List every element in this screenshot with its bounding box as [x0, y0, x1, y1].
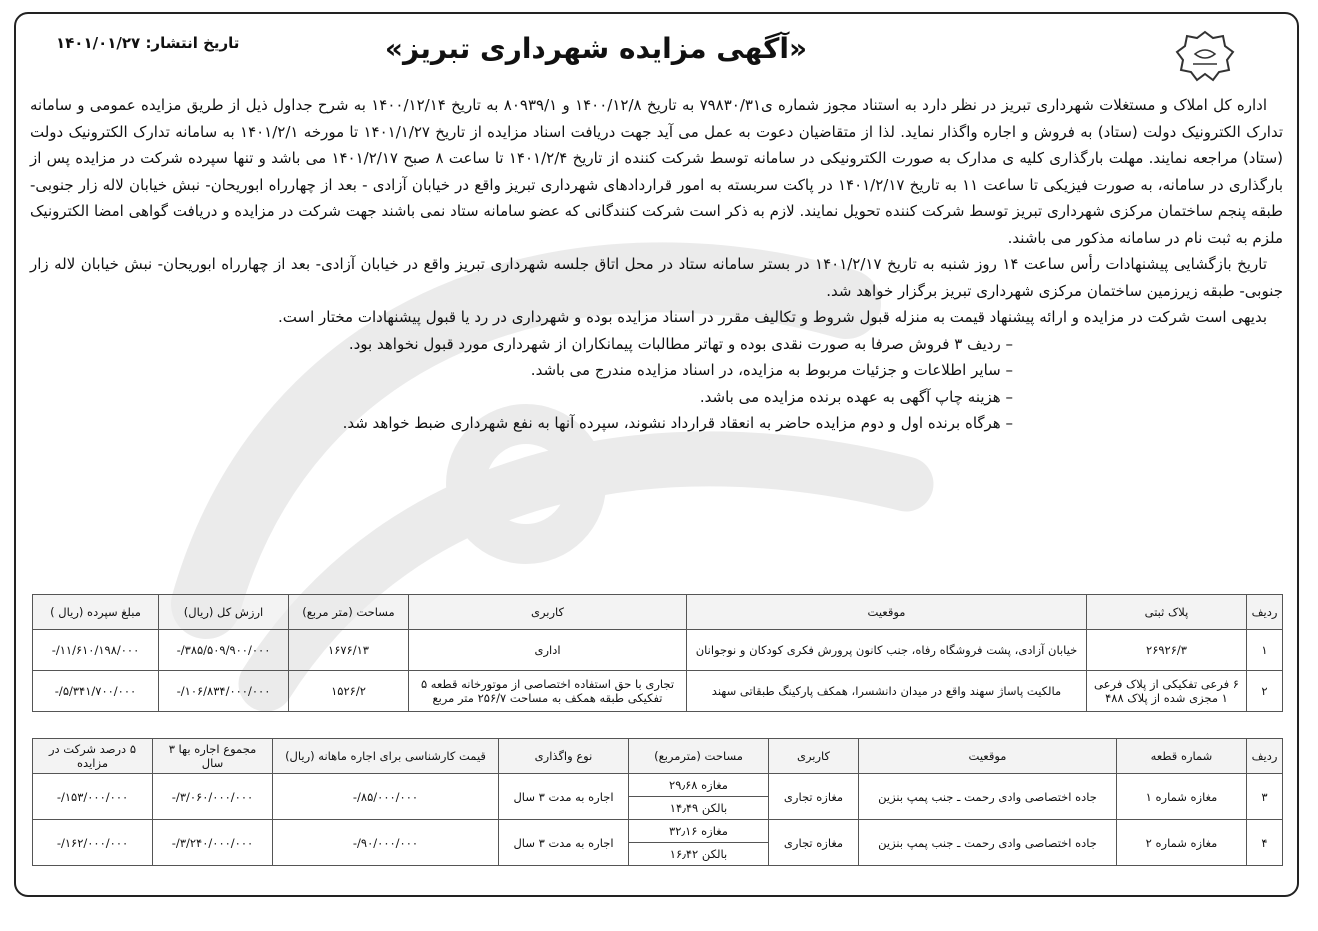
page-title: «آگهی مزایده شهرداری تبریز» [384, 32, 808, 65]
table-cell: ۵/۳۴۱/۷۰۰/۰۰۰/- [33, 671, 159, 712]
table-cell: ۱ [1247, 630, 1283, 671]
sale-table [32, 594, 1283, 712]
table-cell: خیابان آزادی، پشت فروشگاه رفاه، جنب کانون پرورش فکری کودکان و نوجوانان [687, 630, 1087, 671]
tabriz-municipality-logo-icon [1173, 28, 1237, 84]
table-cell: ۱۶۷۶/۱۳ [289, 630, 409, 671]
column-header: نوع واگذاری [499, 739, 629, 774]
column-header: قیمت کارشناسی برای اجاره ماهانه (ریال) [273, 739, 499, 774]
list-item: – هرگاه برنده اول و دوم مزایده حاضر به انعقاد قرارداد نشوند، سپرده آنها به نفع شهرداری ضبط خواهد شد. [30, 410, 1013, 437]
table-row [33, 820, 1283, 843]
column-header: موقعیت [687, 595, 1087, 630]
table-cell: ۹۰/۰۰۰/۰۰۰/- [273, 820, 499, 866]
column-header: ردیف [1247, 595, 1283, 630]
table-cell: جاده اختصاصی وادی رحمت ـ جنب پمپ بنزین [859, 820, 1117, 866]
column-header: پلاک ثبتی [1087, 595, 1247, 630]
column-header: شماره قطعه [1117, 739, 1247, 774]
table-cell: بالکن ۱۶٫۴۲ [629, 843, 769, 866]
paragraph-main: اداره کل املاک و مستغلات شهرداری تبریز در نظر دارد به استناد مجوز شماره ی۷۹۸۳۰/۳۱ به تاریخ ۱۴۰۰/۱۲/۸ و ۸۰۹۳۹/۱ به تاریخ ۱۴۰۰/۱۲/۱۴ به شرح جداول ذیل از طریق مزایده عمومی و سامانه تدارک الکترونیک دولت (ستاد) به فروش و اجاره واگذار نماید. لذا از متقاضیان دعوت به عمل می آید جهت دریافت اسناد مزایده از تاریخ ۱۴۰۱/۱/۲۷ تا مورخه ۱۴۰۱/۲/۱ به سامانه تدارک الکترونیک دولت (ستاد) مراجعه نمایند. مهلت بارگذاری کلیه ی مدارک به صورت الکترونیکی در سامانه توسط شرکت کننده از تاریخ ۱۴۰۱/۲/۴ تا ساعت ۸ صبح ۱۴۰۱/۲/۱۷ می باشد و تنها سپرده شرکت در مزایده پس از بارگذاری در سامانه، به صورت فیزیکی تا ساعت ۱۱ به تاریخ ۱۴۰۱/۲/۱۷ در پاکت سربسته به امور قراردادهای شهرداری تبریز واقع در خیابان آزادی - بعد از چهارراه ابوریحان- نبش خیابان لاله زار جنوبی- طبقه پنجم ساختمان مرکزی شهرداری تبریز توسط شرکت کننده تحویل نمایند. لازم به ذکر است شرکت کنندگانی که عضو سامانه ستاد نمی باشند جهت شرکت در مزایده و دریافت گواهی امضا الکترونیک ملزم به ثبت نام در سامانه مذکور می باشند. [30, 96, 1284, 247]
column-header: مبلغ سپرده (ریال ) [33, 595, 159, 630]
column-header: مساحت (مترمربع) [629, 739, 769, 774]
table-cell: ۴ [1247, 820, 1283, 866]
publish-date-label: تاریخ انتشار: [145, 34, 240, 52]
table-cell: ۱۱/۶۱۰/۱۹۸/۰۰۰/- [33, 630, 159, 671]
table-cell: مالکیت پاساژ سهند واقع در میدان دانشسرا، همکف پارکینگ طبقاتی سهند [687, 671, 1087, 712]
table-cell: مغازه ۳۲٫۱۶ [629, 820, 769, 843]
table-cell: ۲۶۹۲۶/۳ [1087, 630, 1247, 671]
table-cell: مغازه ۲۹٫۶۸ [629, 774, 769, 797]
column-header: ارزش کل (ریال) [159, 595, 289, 630]
table-cell: اداری [409, 630, 687, 671]
publish-date [56, 34, 239, 52]
table-cell: ۱۰۶/۸۳۴/۰۰۰/۰۰۰/- [159, 671, 289, 712]
column-header: موقعیت [859, 739, 1117, 774]
table-cell: ۱۵۳/۰۰۰/۰۰۰/- [33, 774, 153, 820]
column-header: ۵ درصد شرکت در مزایده [33, 739, 153, 774]
column-header: مجموع اجاره بها ۳ سال [153, 739, 273, 774]
table-cell: ۱۵۲۶/۲ [289, 671, 409, 712]
table-header-row [33, 595, 1283, 630]
table-cell: ۳ [1247, 774, 1283, 820]
column-header: کاربری [769, 739, 859, 774]
list-item: – هزینه چاپ آگهی به عهده برنده مزایده می باشد. [30, 384, 1013, 411]
column-header: کاربری [409, 595, 687, 630]
table-cell: تجاری با حق استفاده اختصاصی از موتورخانه قطعه ۵ تفکیکی طبقه همکف به مساحت ۲۵۶/۷ متر مربع [409, 671, 687, 712]
table-cell: ۲ [1247, 671, 1283, 712]
table-cell: ۳/۲۴۰/۰۰۰/۰۰۰/- [153, 820, 273, 866]
table-header-row [33, 739, 1283, 774]
table-cell: مغازه تجاری [769, 774, 859, 820]
column-header: مساحت (متر مربع) [289, 595, 409, 630]
rent-table [32, 738, 1283, 866]
publish-date-value: ۱۴۰۱/۰۱/۲۷ [56, 34, 141, 52]
table-row [33, 630, 1283, 671]
table-cell: ۶ فرعی تفکیکی از پلاک فرعی ۱ مجزی شده از پلاک ۴۸۸ [1087, 671, 1247, 712]
header [16, 14, 1297, 94]
table-cell: مغازه شماره ۲ [1117, 820, 1247, 866]
table-cell: مغازه تجاری [769, 820, 859, 866]
table-cell: ۳/۰۶۰/۰۰۰/۰۰۰/- [153, 774, 273, 820]
column-header: ردیف [1247, 739, 1283, 774]
conditions-list [30, 331, 1013, 437]
notice-body [30, 92, 1283, 437]
list-item: – ردیف ۳ فروش صرفا به صورت نقدی بوده و تهاتر مطالبات پیمانکاران از شهرداری مورد قبول نخواهد بود. [30, 331, 1013, 358]
paragraph-rights: بدیهی است شرکت در مزایده و ارائه پیشنهاد قیمت به منزله قبول شروط و تکالیف مقرر در اسناد مزایده بوده و شهرداری در رد یا قبول پیشنهادات مختار است. [278, 308, 1267, 326]
table-cell: جاده اختصاصی وادی رحمت ـ جنب پمپ بنزین [859, 774, 1117, 820]
table-cell: ۳۸۵/۵۰۹/۹۰۰/۰۰۰/- [159, 630, 289, 671]
table-cell: ۸۵/۰۰۰/۰۰۰/- [273, 774, 499, 820]
table-cell: بالکن ۱۴٫۴۹ [629, 797, 769, 820]
table-row [33, 671, 1283, 712]
table-cell: اجاره به مدت ۳ سال [499, 774, 629, 820]
table-cell: مغازه شماره ۱ [1117, 774, 1247, 820]
table-cell: اجاره به مدت ۳ سال [499, 820, 629, 866]
paragraph-opening: تاریخ بازگشایی پیشنهادات رأس ساعت ۱۴ روز شنبه به تاریخ ۱۴۰۱/۲/۱۷ در بستر سامانه ستاد در محل اتاق جلسه شهرداری تبریز واقع در خیابان آزادی- بعد از چهارراه ابوریحان- نبش خیابان لاله زار جنوبی- طبقه زیرزمین ساختمان مرکزی شهرداری تبریز برگزار خواهد شد. [30, 255, 1283, 300]
table-row [33, 774, 1283, 797]
table-cell: ۱۶۲/۰۰۰/۰۰۰/- [33, 820, 153, 866]
list-item: – سایر اطلاعات و جزئیات مربوط به مزایده، در اسناد مزایده مندرج می باشد. [30, 357, 1013, 384]
notice-frame [14, 12, 1299, 897]
